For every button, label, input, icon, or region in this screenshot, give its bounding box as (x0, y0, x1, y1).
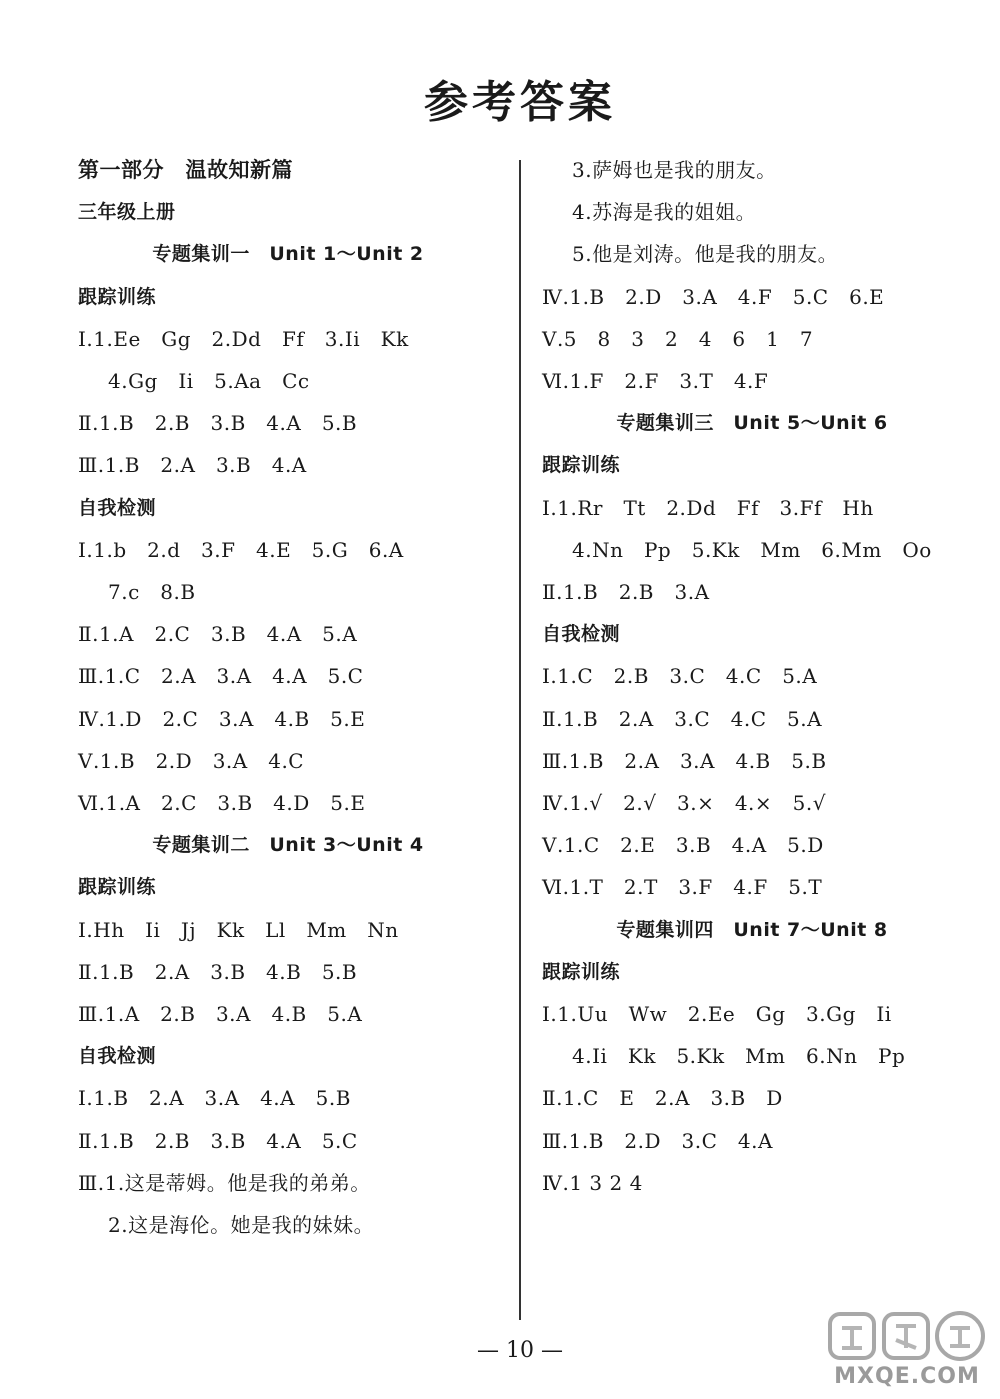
answer-line: Ⅰ.1.Uu Ww 2.Ee Gg 3.Gg Ii (542, 1002, 892, 1026)
answer-line: Ⅵ.1.F 2.F 3.T 4.F (542, 369, 769, 393)
answer-line: Ⅱ.1.B 2.B 3.B 4.A 5.B (78, 411, 358, 436)
answer-line: Ⅱ.1.C E 2.A 3.B D (542, 1086, 783, 1111)
subsection-heading: 三年级上册 (78, 201, 176, 224)
section-heading: 专题集训四 Unit 7～Unit 8 (616, 918, 888, 941)
answer-line: Ⅴ.5 8 3 2 4 6 1 7 (542, 326, 814, 351)
answer-line: Ⅱ.1.B 2.B 3.A (542, 580, 710, 604)
answer-line: 2.这是海伦。她是我的妹妹。 (108, 1213, 375, 1237)
column-divider (519, 160, 521, 1320)
subsection-heading: 跟踪训练 (542, 960, 621, 983)
answer-line: Ⅴ.1.B 2.D 3.A 4.C (78, 748, 305, 773)
answer-line: Ⅳ.1.√ 2.√ 3.× 4.× 5.√ (542, 791, 826, 815)
page-number: — 10 — (477, 1338, 563, 1363)
answer-line: Ⅲ.1.B 2.A 3.A 4.B 5.B (542, 748, 827, 773)
answer-line: Ⅲ.1.B 2.D 3.C 4.A (542, 1128, 773, 1153)
answer-line: Ⅱ.1.B 2.B 3.B 4.A 5.C (78, 1128, 358, 1153)
answer-line: Ⅰ.Hh Ii Jj Kk Ll Mm Nn (78, 917, 399, 942)
answer-line: Ⅰ.1.C 2.B 3.C 4.C 5.A (542, 664, 818, 689)
section-heading: 专题集训一 Unit 1～Unit 2 (152, 243, 424, 266)
answer-line: Ⅲ.1.B 2.A 3.B 4.A (78, 453, 307, 478)
answer-line: Ⅲ.1.C 2.A 3.A 4.A 5.C (78, 664, 364, 689)
answer-line: Ⅳ.1.B 2.D 3.A 4.F 5.C 6.E (542, 284, 885, 309)
answer-line: Ⅰ.1.Ee Gg 2.Dd Ff 3.Ii Kk (78, 326, 409, 351)
subsection-heading: 自我检测 (78, 1045, 157, 1068)
subsection-heading: 跟踪训练 (78, 285, 157, 308)
answer-line: Ⅰ.1.b 2.d 3.F 4.E 5.G 6.A (78, 537, 404, 562)
watermark-logo (822, 1306, 992, 1394)
answer-line: Ⅵ.1.T 2.T 3.F 4.F 5.T (542, 875, 823, 900)
answer-line: Ⅱ.1.B 2.A 3.B 4.B 5.B (78, 959, 358, 984)
answer-line: Ⅴ.1.C 2.E 3.B 4.A 5.D (542, 833, 824, 858)
answer-line: 7.c 8.B (108, 580, 196, 604)
answer-line: 4.苏海是我的姐姐。 (572, 200, 757, 225)
answer-line: Ⅱ.1.B 2.A 3.C 4.C 5.A (542, 706, 823, 731)
subsection-heading: 跟踪训练 (78, 876, 157, 899)
section-heading: 专题集训二 Unit 3～Unit 4 (152, 834, 424, 857)
answer-line: 5.他是刘涛。他是我的朋友。 (572, 242, 839, 267)
answer-line: Ⅰ.1.Rr Tt 2.Dd Ff 3.Ff Hh (542, 495, 874, 520)
subsection-heading: 自我检测 (542, 623, 621, 646)
answer-line: Ⅲ.1.这是蒂姆。他是我的弟弟。 (78, 1170, 371, 1195)
answer-line: Ⅳ.1.D 2.C 3.A 4.B 5.E (78, 706, 366, 731)
subsection-heading: 跟踪训练 (542, 454, 621, 477)
subsection-heading: 自我检测 (78, 496, 157, 519)
answer-line: 3.萨姆也是我的朋友。 (572, 158, 777, 182)
page-title: 参考答案 (424, 77, 616, 128)
answer-line: Ⅱ.1.A 2.C 3.B 4.A 5.A (78, 622, 358, 647)
answer-line: 4.Nn Pp 5.Kk Mm 6.Mm Oo (572, 537, 932, 562)
answer-line: Ⅲ.1.A 2.B 3.A 4.B 5.A (78, 1002, 363, 1026)
watermark-icon (822, 1306, 992, 1366)
section-heading: 专题集训三 Unit 5～Unit 6 (616, 412, 888, 435)
answer-line: 4.Gg Ii 5.Aa Cc (108, 369, 310, 393)
answer-line: Ⅰ.1.B 2.A 3.A 4.A 5.B (78, 1086, 351, 1111)
answer-line: 4.Ii Kk 5.Kk Mm 6.Nn Pp (572, 1044, 906, 1069)
subsection-heading: 第一部分 温故知新篇 (78, 158, 293, 182)
watermark-text: MXQE.COM (834, 1364, 980, 1389)
answer-line: Ⅳ.1 3 2 4 (542, 1170, 643, 1195)
answer-line: Ⅵ.1.A 2.C 3.B 4.D 5.E (78, 791, 366, 815)
